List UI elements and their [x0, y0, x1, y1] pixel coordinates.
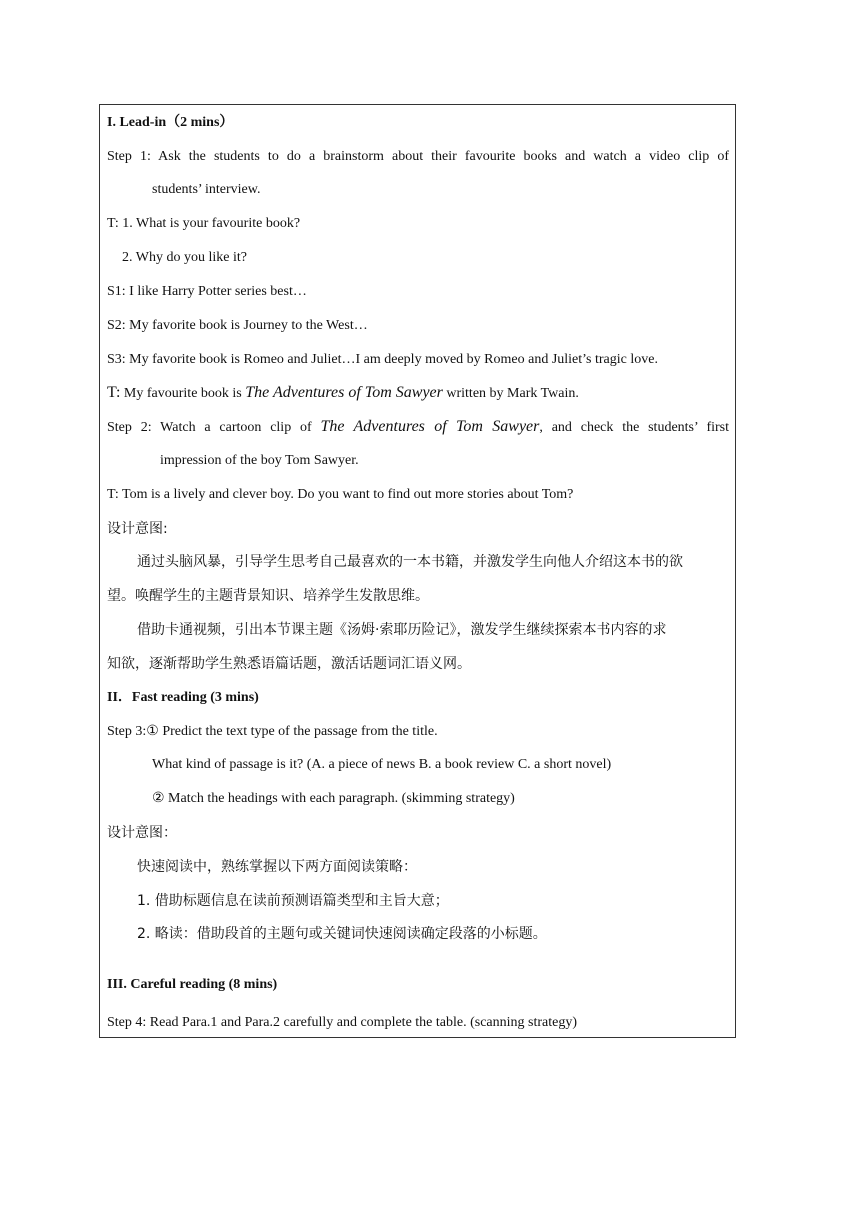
design-fast-intro: 快速阅读中，熟练掌握以下两方面阅读策略： [137, 859, 417, 875]
lead-in-heading: I. Lead-in（2 mins） [107, 115, 234, 130]
teacher-tom-line: T: Tom is a lively and clever boy. Do you want to find out more stories about Tom? [107, 487, 574, 502]
step2-line-a [107, 417, 729, 438]
design-p2-line-b: 知欲，逐渐帮助学生熟悉语篇话题，激活话题词汇语义网。 [107, 656, 471, 672]
student3-answer: S3: My favorite book is Romeo and Juliet…I am deeply moved by Romeo and Juliet’s tragic love. [107, 352, 658, 367]
teacher-question-2: 2. Why do you like it? [122, 250, 247, 265]
step2-suffix: , and check the students’ first [539, 420, 729, 435]
design-p2-line-a: 借助卡通视频，引出本节课主题《汤姆·索耶历险记》，激发学生继续探索本书内容的求 [137, 622, 667, 638]
design-p1-line-b: 望。唤醒学生的主题背景知识、培养学生发散思维。 [107, 588, 429, 604]
student1-answer: S1: I like Harry Potter series best… [107, 284, 307, 299]
step2-book-title: The Adventures of Tom Sawyer [320, 418, 540, 435]
design-fast-point-2: 2. 略读：借助段首的主题句或关键词快速阅读确定段落的小标题。 [137, 926, 547, 942]
step4-line: Step 4: Read Para.1 and Para.2 carefully and complete the table. (scanning strategy) [107, 1015, 577, 1030]
book-title: The Adventures of Tom Sawyer [245, 384, 443, 401]
design-intent-label-2: 设计意图： [107, 825, 177, 841]
step2-line-b: impression of the boy Tom Sawyer. [160, 453, 359, 468]
teacher-favourite-mid: My favourite book is [120, 386, 246, 401]
step3-line: Step 3:① Predict the text type of the passage from the title. [107, 724, 438, 739]
step3-match-headings: ② Match the headings with each paragraph. (skimming strategy) [152, 791, 515, 806]
careful-reading-heading: III. Careful reading (8 mins) [107, 977, 278, 992]
teacher-label: T: [107, 384, 121, 401]
student2-answer: S2: My favorite book is Journey to the West… [107, 318, 368, 333]
step2-prefix: Step 2: Watch a cartoon clip of [107, 420, 321, 435]
teacher-favourite-line [107, 383, 729, 404]
design-fast-point-1: 1. 借助标题信息在读前预测语篇类型和主旨大意； [137, 893, 449, 909]
step1-line-b: students’ interview. [152, 182, 261, 197]
design-p1-line-a: 通过头脑风暴，引导学生思考自己最喜欢的一本书籍，并激发学生向他人介绍这本书的欲 [137, 554, 683, 570]
text-type-question: What kind of passage is it? (A. a piece of news B. a book review C. a short novel) [152, 757, 612, 772]
teacher-question-1: T: 1. What is your favourite book? [107, 216, 301, 231]
fast-reading-heading: II．Fast reading (3 mins) [107, 690, 259, 705]
teacher-favourite-suffix: written by Mark Twain. [442, 386, 579, 401]
step1-line-a: Step 1: Ask the students to do a brainstorm about their favourite books and watch a video clip of [107, 149, 729, 164]
design-intent-label-1: 设计意图: [107, 521, 168, 537]
